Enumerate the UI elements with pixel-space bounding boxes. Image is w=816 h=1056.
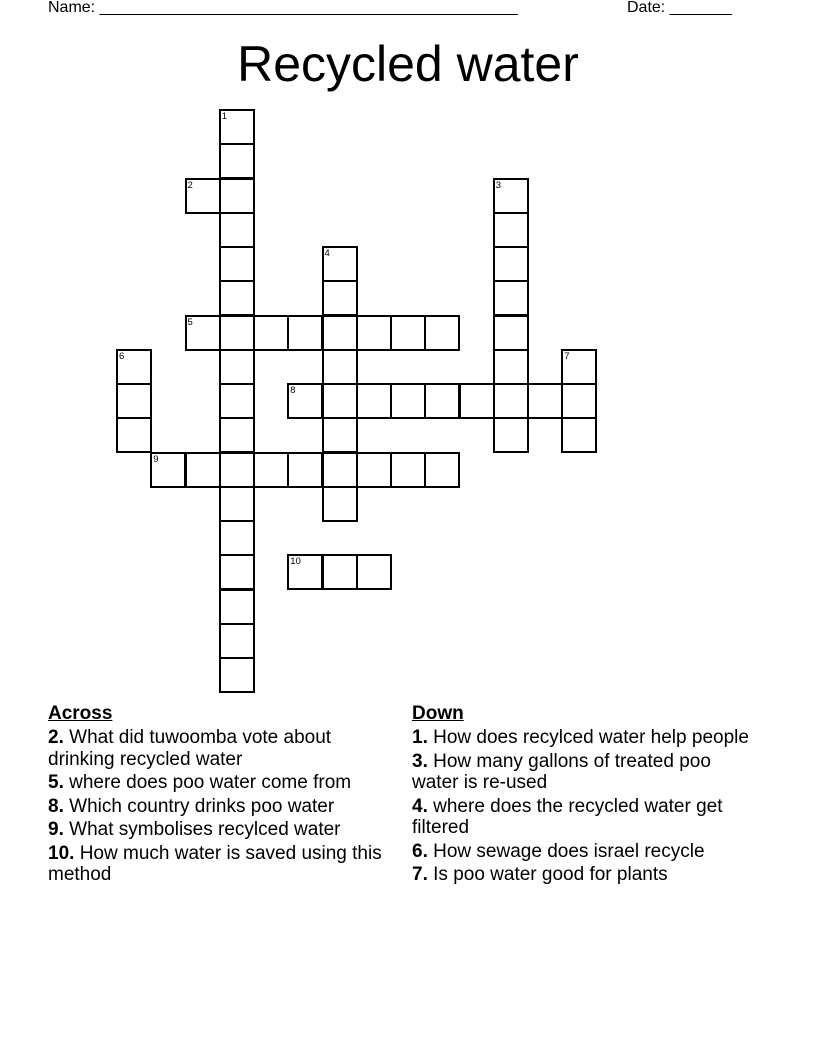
crossword-cell[interactable]: [322, 246, 358, 282]
name-field[interactable]: Name: _______________________________________________: [48, 0, 518, 16]
crossword-cell[interactable]: [287, 383, 323, 419]
crossword-cell[interactable]: [219, 349, 255, 385]
crossword-cell[interactable]: [322, 349, 358, 385]
crossword-cell[interactable]: [322, 280, 358, 316]
crossword-cell[interactable]: [150, 452, 186, 488]
cell-number: 10: [290, 556, 301, 568]
cell-number: 6: [119, 350, 125, 362]
date-field[interactable]: Date: _______: [627, 0, 732, 16]
clue-text: where does poo water come from: [63, 772, 352, 793]
clue-number: 3.: [412, 750, 428, 772]
crossword-cell[interactable]: [424, 383, 460, 419]
across-clue: [48, 796, 393, 818]
crossword-cell[interactable]: [322, 486, 358, 522]
crossword-cell[interactable]: [219, 178, 255, 214]
down-clue: [412, 864, 757, 886]
crossword-cell[interactable]: [561, 383, 597, 419]
crossword-cell[interactable]: [116, 417, 152, 453]
crossword-cell[interactable]: [219, 452, 255, 488]
crossword-cell[interactable]: [493, 349, 529, 385]
clue-text: How does recylced water help people: [427, 727, 749, 748]
crossword-cell[interactable]: [493, 315, 529, 351]
crossword-cell[interactable]: [253, 452, 289, 488]
clue-text: What did tuwoomba vote about drinking recycled water: [48, 727, 332, 770]
clue-text: Which country drinks poo water: [63, 795, 335, 817]
clue-text: How much water is saved using this method: [48, 842, 382, 885]
cell-number: 5: [187, 316, 193, 328]
down-clues: [412, 702, 757, 888]
crossword-cell[interactable]: [322, 315, 358, 351]
crossword-cell[interactable]: [287, 315, 323, 351]
down-clue: [412, 727, 757, 749]
crossword-cell[interactable]: [493, 383, 529, 419]
crossword-cell[interactable]: [390, 383, 426, 419]
cell-number: 4: [324, 248, 330, 259]
crossword-cell[interactable]: [493, 246, 529, 282]
crossword-cell[interactable]: [287, 452, 323, 488]
across-heading: Across: [48, 703, 113, 724]
crossword-cell[interactable]: [219, 383, 255, 419]
crossword-cell[interactable]: [356, 452, 392, 488]
page-title: Recycled water: [237, 36, 579, 92]
crossword-cell[interactable]: [219, 109, 255, 145]
clue-number: 4.: [412, 795, 428, 817]
crossword-cell[interactable]: [219, 280, 255, 316]
crossword-cell[interactable]: [219, 623, 255, 659]
across-clue: [48, 772, 393, 794]
cell-number: 3: [495, 179, 502, 191]
across-clues: [48, 702, 393, 888]
crossword-cell[interactable]: [322, 417, 358, 453]
crossword-cell[interactable]: [185, 178, 221, 214]
crossword-cell[interactable]: [185, 452, 221, 488]
clue-number: 8.: [48, 795, 64, 817]
down-clue: [412, 841, 757, 863]
clue-number: 1.: [412, 727, 428, 748]
crossword-cell[interactable]: [561, 349, 597, 385]
crossword-cell[interactable]: [527, 383, 563, 419]
down-clue: [412, 751, 757, 794]
crossword-cell[interactable]: [424, 452, 460, 488]
crossword-cell[interactable]: [459, 383, 495, 419]
crossword-cell[interactable]: [356, 383, 392, 419]
cell-number: 2: [187, 179, 193, 191]
crossword-cell[interactable]: [219, 212, 255, 248]
crossword-cell[interactable]: [219, 315, 255, 351]
clue-number: 2.: [48, 727, 64, 748]
crossword-cell[interactable]: [116, 349, 152, 385]
cell-number: 7: [564, 350, 570, 362]
crossword-cell[interactable]: [561, 417, 597, 453]
clue-number: 9.: [48, 819, 64, 840]
crossword-cell[interactable]: [424, 315, 460, 351]
crossword-cell[interactable]: [493, 178, 529, 214]
clue-text: Is poo water good for plants: [427, 864, 668, 885]
crossword-cell[interactable]: [356, 554, 392, 590]
clue-text: What symbolises recylced water: [63, 819, 341, 840]
across-clue: [48, 727, 393, 770]
crossword-cell[interactable]: [253, 315, 289, 351]
crossword-cell[interactable]: [322, 554, 358, 590]
crossword-cell[interactable]: [493, 417, 529, 453]
crossword-cell[interactable]: [493, 280, 529, 316]
across-clue: [48, 819, 393, 841]
clue-text: where does the recycled water get filtered: [412, 795, 723, 838]
clue-number: 5.: [48, 772, 64, 793]
crossword-cell[interactable]: [219, 657, 255, 693]
clue-number: 10.: [48, 842, 75, 864]
cell-number: 1: [221, 111, 228, 122]
clue-text: How many gallons of treated poo water is re-used: [412, 750, 711, 793]
crossword-cell[interactable]: [219, 417, 255, 453]
crossword-cell[interactable]: [219, 246, 255, 282]
crossword-cell[interactable]: [390, 452, 426, 488]
crossword-cell[interactable]: [185, 315, 221, 351]
crossword-cell[interactable]: [356, 315, 392, 351]
crossword-cell[interactable]: [219, 589, 255, 625]
down-clue: [412, 796, 757, 839]
crossword-cell[interactable]: [493, 212, 529, 248]
crossword-cell[interactable]: [390, 315, 426, 351]
crossword-cell[interactable]: [219, 520, 255, 556]
crossword-cell[interactable]: [322, 383, 358, 419]
clue-number: 7.: [412, 864, 428, 885]
down-heading: Down: [412, 703, 464, 724]
crossword-cell[interactable]: [322, 452, 358, 488]
across-clue: [48, 843, 393, 886]
clue-number: 6.: [412, 840, 428, 862]
cell-number: 9: [153, 453, 159, 465]
clue-text: How sewage does israel recycle: [427, 840, 705, 862]
cell-number: 8: [290, 385, 296, 396]
crossword-cell[interactable]: [219, 486, 255, 522]
crossword-cell[interactable]: [287, 554, 323, 590]
crossword-cell[interactable]: [219, 143, 255, 179]
crossword-cell[interactable]: [116, 383, 152, 419]
crossword-cell[interactable]: [219, 554, 255, 590]
